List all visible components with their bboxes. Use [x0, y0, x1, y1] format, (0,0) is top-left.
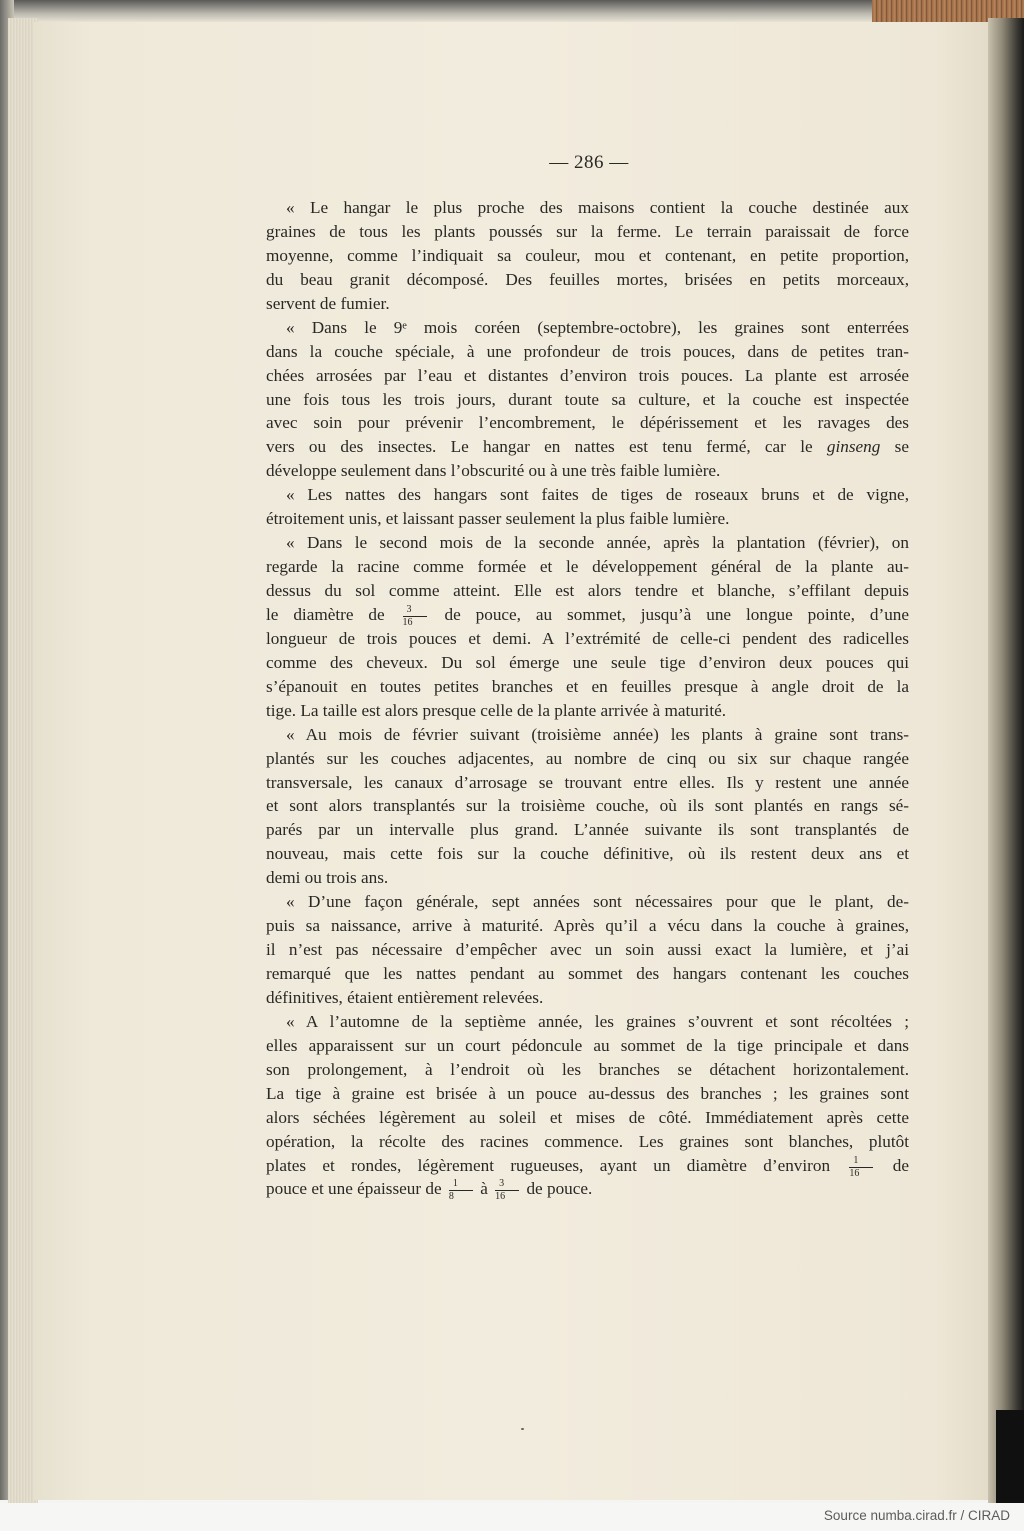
fraction	[403, 605, 427, 628]
text-line: plantés sur les couches adjacentes, au nombre de cinq ou six sur chaque rangée	[266, 748, 909, 768]
fraction-numerator: 1	[449, 1179, 473, 1191]
fraction-denominator: 16	[849, 1167, 860, 1179]
text-segment: plates et rondes, légèrement rugueuses, ayant un diamètre d’environ	[266, 1155, 831, 1175]
text-line: il n’est pas nécessaire d’empêcher avec un soin aussi exact la lumière, et j’ai	[266, 940, 909, 960]
text-line: « Dans le 9ᵉ mois coréen (septembre-octobre), les graines sont enterrées	[286, 317, 909, 337]
text-line: regarde la racine comme formée et le développement général de la plante au-	[266, 557, 909, 577]
text-line: remarqué que les nattes pendant au sommet des hangars contenant les couches	[266, 964, 909, 983]
text-line: dans la couche spéciale, à une profondeur de trois pouces, dans de petites tran-	[266, 341, 909, 361]
text-segment: de pouce.	[526, 1179, 593, 1199]
text-line: graines de tous les plants poussés sur la ferme. Le terrain paraissait de force	[266, 221, 909, 241]
page-number: — 286 —	[549, 152, 629, 173]
text-line: « Au mois de février suivant (troisième année) les plants à graine sont trans-	[286, 724, 909, 744]
text-line: longueur de trois pouces et demi. A l’extrémité de celle-ci pendent des radicelles	[266, 628, 909, 648]
text-line: son prolongement, à l’endroit où les branches se détachent horizontalement.	[266, 1059, 909, 1079]
right-edge	[988, 18, 1024, 1508]
text-segment: de	[892, 1155, 909, 1175]
text-line	[266, 1154, 909, 1178]
fraction	[495, 1179, 519, 1202]
fraction-numerator: 1	[849, 1156, 873, 1168]
text-line: servent de fumier.	[266, 293, 390, 313]
italic-word: ginseng	[826, 437, 881, 457]
text-line: s’épanouit en toutes petites branches et en feuilles presque à angle droit de la	[266, 676, 909, 696]
fraction-numerator: 3	[403, 605, 427, 617]
text-line: avec soin pour prévenir l’encombrement, le dépérissement et les ravages des	[266, 413, 909, 433]
text-line: « Dans le second mois de la seconde année, après la plantation (février), on	[286, 533, 909, 553]
text-line: « Le hangar le plus proche des maisons contient la couche destinée aux	[286, 198, 909, 217]
text-line: puis sa naissance, arrive à maturité. Après qu’il a vécu dans la couche à graines,	[266, 916, 909, 936]
text-line: parés par un intervalle plus grand. L’année suivante ils sont transplantés de	[266, 820, 909, 840]
text-segment: le diamètre de	[266, 604, 385, 624]
text-line: opération, la récolte des racines commence. Les graines sont blanches, plutôt	[266, 1131, 909, 1151]
fraction	[849, 1156, 873, 1179]
text-line: tige. La taille est alors presque celle de la plante arrivée à maturité.	[266, 700, 727, 720]
top-shadow	[0, 0, 1024, 22]
text-line: une fois tous les trois jours, durant toute sa culture, et la couche est inspectée	[266, 389, 909, 409]
text-line: moyenne, comme l’indiquait sa couleur, mou et contenant, en petite proportion,	[266, 245, 909, 265]
text-line: du beau granit décomposé. Des feuilles mortes, brisées en petits morceaux,	[266, 269, 909, 289]
text-line	[266, 435, 909, 459]
text-segment: de pouce, au sommet, jusqu’à une longue pointe, d’une	[444, 604, 910, 624]
body-text	[266, 196, 909, 1201]
text-line: chées arrosées par l’eau et distantes d’environ trois pouces. La plante est arrosée	[266, 365, 909, 385]
text-line: elles apparaissent sur un court pédoncule au sommet de la tige principale et dans	[266, 1035, 909, 1055]
text-line: comme des cheveux. Du sol émerge une seule tige d’environ deux pouces qui	[266, 652, 909, 672]
text-line: La tige à graine est brisée à un pouce au-dessus des branches ; les graines sont	[266, 1083, 909, 1103]
ink-speck	[521, 1428, 524, 1430]
text-segment: vers ou des insectes. Le hangar en nattes est tenu fermé, car le	[266, 437, 813, 457]
text-segment: pouce et une épaisseur de	[266, 1179, 442, 1199]
binding-strip	[996, 1410, 1024, 1505]
fraction-denominator: 8	[448, 1191, 454, 1203]
text-line: étroitement unis, et laissant passer seulement la plus faible lumière.	[266, 509, 730, 529]
text-line	[266, 603, 909, 627]
text-line: « Les nattes des hangars sont faites de tiges de roseaux bruns et de vigne,	[286, 485, 909, 505]
text-line: transversale, les canaux d’arrosage se trouvant entre elles. Ils y restent une année	[266, 772, 909, 792]
fraction-denominator: 16	[495, 1191, 506, 1203]
text-line: « D’une façon générale, sept années sont nécessaires pour que le plant, de-	[286, 892, 909, 912]
text-line	[266, 1177, 909, 1201]
text-segment: à	[480, 1179, 488, 1199]
text-line: alors séchées légèrement au soleil et mises de côté. Immédiatement après cette	[266, 1107, 909, 1127]
text-segment: se	[894, 437, 909, 457]
fraction-numerator: 3	[495, 1179, 519, 1191]
text-line: dessus du sol comme atteint. Elle est alors tendre et blanche, s’effilant depuis	[266, 581, 909, 600]
text-line: développe seulement dans l’obscurité ou à une très faible lumière.	[266, 461, 721, 481]
text-line: définitives, étaient entièrement relevées.	[266, 987, 544, 1007]
text-line: « A l’automne de la septième année, les graines s’ouvrent et sont récoltées ;	[286, 1011, 909, 1031]
fraction-denominator: 16	[402, 616, 413, 628]
text-line: et sont alors transplantés sur la troisième couche, où ils sont plantés en rangs sé-	[266, 796, 909, 816]
text-line: demi ou trois ans.	[266, 868, 389, 888]
fraction	[449, 1179, 473, 1202]
source-credit: Source numba.cirad.fr / CIRAD	[823, 1508, 1010, 1523]
text-line: nouveau, mais cette fois sur la couche définitive, où ils restent deux ans et	[266, 844, 909, 864]
